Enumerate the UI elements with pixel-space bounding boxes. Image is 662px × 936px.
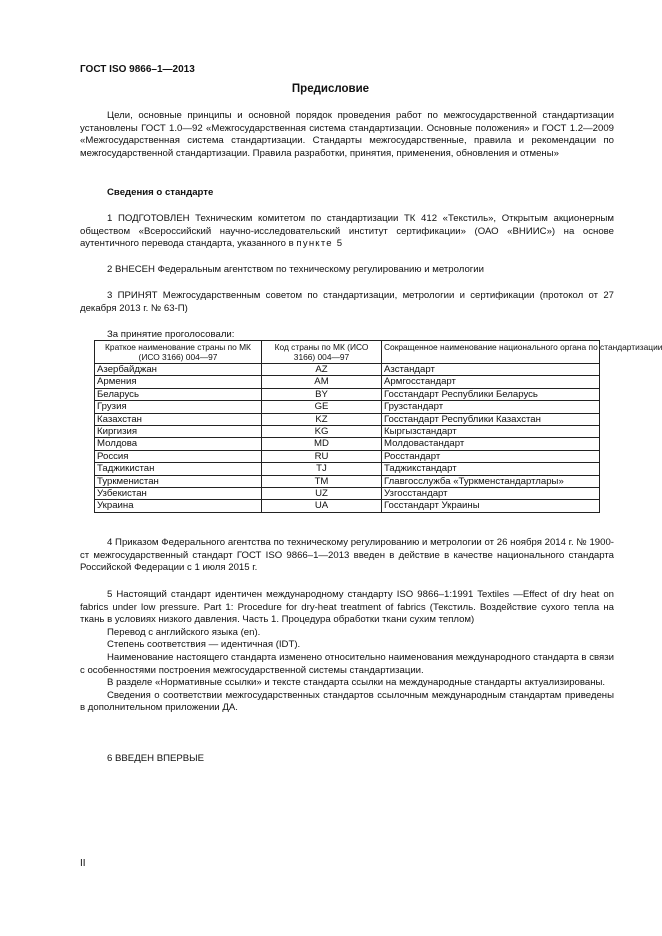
cell-body: Главгосслужба «Туркменстандартлары»	[382, 475, 600, 487]
item-4	[80, 537, 614, 575]
item-6-text: 6 ВВЕДЕН ВПЕРВЫЕ	[107, 753, 205, 764]
cell-body: Армгосстандарт	[382, 376, 600, 388]
table-row	[95, 364, 600, 376]
cell-code: UZ	[262, 488, 382, 500]
cell-code: AM	[262, 376, 382, 388]
info-heading: Сведения о стандарте	[107, 187, 214, 198]
cell-body: Узгосстандарт	[382, 488, 600, 500]
cell-code: TM	[262, 475, 382, 487]
table-row	[95, 475, 600, 487]
cell-country: Таджикистан	[95, 463, 262, 475]
item-5-conformity: Степень соответствия — идентичная (IDT).	[107, 639, 301, 651]
cell-body: Госстандарт Республики Беларусь	[382, 388, 600, 400]
item-1	[80, 213, 614, 251]
cell-code: AZ	[262, 364, 382, 376]
item-3-text: 3 ПРИНЯТ Межгосударственным советом по стандартизации, метрологии и сертификации (протокол от 27 декабря 2013 г. № 63-П)	[80, 290, 614, 314]
table-row	[95, 500, 600, 512]
item-1-body: 1 ПОДГОТОВЛЕН Техническим комитетом по стандартизации ТК 412 «Текстиль», Открытым акционерным обществом «Всероссийский научно-исследовательский институт сертификации» (ОАО «ВНИИС») на основе аутентичного перевода стандарта, указанного в	[80, 213, 614, 250]
cell-body: Таджикстандарт	[382, 463, 600, 475]
item-1-text	[80, 213, 614, 251]
item-5-references: В разделе «Нормативные ссылки» и тексте стандарта ссылки на международные стандарты актуализированы.	[107, 677, 606, 689]
table-row	[95, 438, 600, 450]
table-row	[95, 413, 600, 425]
cell-code: GE	[262, 401, 382, 413]
cell-code: KZ	[262, 413, 382, 425]
cell-country: Туркменистан	[95, 475, 262, 487]
member-states-table	[94, 340, 662, 513]
item-5-name-change: Наименование настоящего стандарта изменено относительно наименования международного стандарта в связи с особенностями построения межгосударственной системы стандартизации.	[80, 651, 614, 676]
cell-country: Казахстан	[95, 413, 262, 425]
cell-country: Беларусь	[95, 388, 262, 400]
cell-body: Азстандарт	[382, 364, 600, 376]
cell-country: Украина	[95, 500, 262, 512]
item-5-appendix: Сведения о соответствии межгосударственных стандартов ссылочным международным стандартам приведены в дополнительном приложении ДА.	[80, 689, 614, 714]
intro-text: Цели, основные принципы и основной порядок проведения работ по межгосударственной стандартизации установлены ГОСТ 1.0—92 «Межгосударственная система стандартизации. Основные положения» и ГОСТ 1.2—2009 «Межгосударственная система стандартизации. Стандарты межгосударственные, правила и рекомендации по межгосударственной стандартизации. Правила разработки, принятия, применения, обновления и отмены»	[80, 110, 614, 159]
cell-body: Росстандарт	[382, 450, 600, 462]
cell-code: BY	[262, 388, 382, 400]
cell-body: Госстандарт Украины	[382, 500, 600, 512]
cell-country: Грузия	[95, 401, 262, 413]
item-2-text: 2 ВНЕСЕН Федеральным агентством по техническому регулированию и метрологии	[107, 264, 485, 275]
document-header: ГОСТ ISO 9866–1—2013	[80, 64, 195, 75]
table-header-code: Код страны по МК (ИСО 3166) 004—97	[262, 341, 382, 364]
intro-paragraph	[80, 110, 614, 160]
cell-code: UA	[262, 500, 382, 512]
page-title: Предисловие	[291, 83, 370, 95]
cell-code: TJ	[262, 463, 382, 475]
item-4-text: 4 Приказом Федерального агентства по техническому регулированию и метрологии от 26 ноября 2014 г. № 1900-ст межгосударственный стандарт ГОСТ ISO 9866–1—2013 введен в действие в качестве национального стандарта Российской Федерации с 1 июля 2015 г.	[80, 537, 614, 574]
table-header-row	[95, 341, 600, 364]
page-number: II	[80, 858, 86, 869]
item-6	[80, 753, 614, 766]
cell-body: Кыргызстандарт	[382, 426, 600, 438]
cell-country: Армения	[95, 376, 262, 388]
voted-label: За принятие проголосовали:	[107, 329, 235, 340]
table-row	[95, 488, 600, 500]
cell-country: Азербайджан	[95, 364, 262, 376]
cell-country: Молдова	[95, 438, 262, 450]
table-row	[95, 376, 600, 388]
cell-country: Россия	[95, 450, 262, 462]
cell-code: KG	[262, 426, 382, 438]
cell-code: MD	[262, 438, 382, 450]
cell-country: Узбекистан	[95, 488, 262, 500]
item-5-translation: Перевод с английского языка (en).	[107, 626, 261, 638]
item-1-reference: пункте 5	[296, 238, 344, 250]
table-row	[95, 426, 600, 438]
item-2	[80, 264, 614, 277]
cell-country: Киргизия	[95, 426, 262, 438]
item-3	[80, 290, 614, 315]
table-row	[95, 401, 600, 413]
table-row	[95, 463, 600, 475]
table-header-body: Сокращенное наименование национального органа по стандартизации	[382, 341, 600, 364]
item-5	[80, 589, 614, 715]
item-5-text: 5 Настоящий стандарт идентичен международному стандарту ISO 9866–1:1991 Textiles —Effect of dry heat on fabrics under low pressure. Part 1: Procedure for dry-heat treatment of fabrics (Текстиль. Воздействие сухого тепла на ткань в условиях низкого давления. Часть 1. Процедура обработки ткани сухим теплом)	[80, 589, 614, 626]
cell-body: Молдовастандарт	[382, 438, 600, 450]
table-row	[95, 450, 600, 462]
table-row	[95, 388, 600, 400]
cell-body: Грузстандарт	[382, 401, 600, 413]
cell-body: Госстандарт Республики Казахстан	[382, 413, 600, 425]
cell-code: RU	[262, 450, 382, 462]
table-header-country: Краткое наименование страны по МК (ИСО 3166) 004—97	[95, 341, 262, 364]
